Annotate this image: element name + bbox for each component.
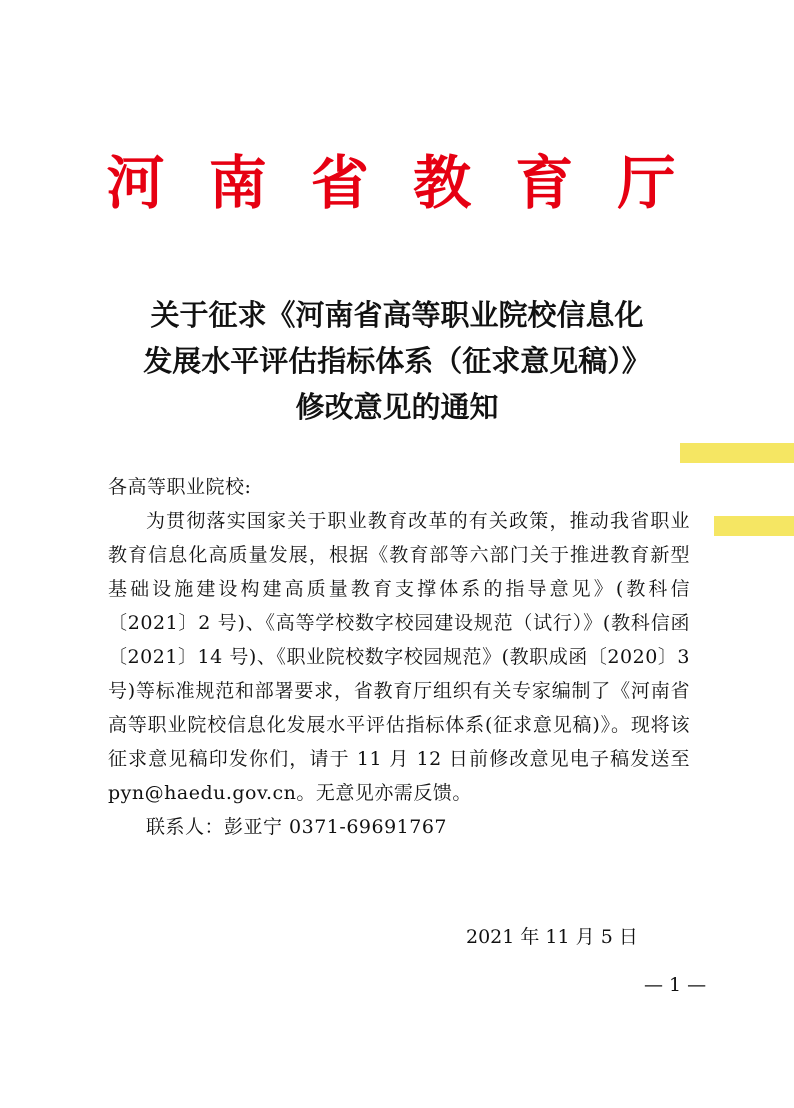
highlight-mark	[680, 443, 794, 463]
page-number: — 1 —	[644, 974, 707, 996]
title-line-2: 发展水平评估指标体系（征求意见稿）》	[143, 344, 651, 378]
document-title	[0, 292, 794, 430]
title-line-1: 关于征求《河南省高等职业院校信息化	[150, 298, 644, 332]
salutation: 各高等职业院校:	[108, 476, 252, 498]
body-paragraph: 为贯彻落实国家关于职业教育改革的有关政策，推动我省职业教育信息化高质量发展，根据《教育部等六部门关于推进教育新型基础设施建设构建高质量教育支撑体系的指导意见》(教科信〔2021〕2 号)、《高等学校数字校园建设规范（试行）》(教科信函〔2021〕14 号)、《职业院校数字校园规范》(教职成函〔2020〕3 号)等标准规范和部署要求，省教育厅组织有关专家编制了《河南省高等职业院校信息化发展水平评估指标体系(征求意见稿)》。现将该征求意见稿印发你们，请于 11 月 12 日前修改意见电子稿发送至 pyn@haedu.gov.cn。无意见亦需反馈。	[108, 510, 690, 804]
title-line-3: 修改意见的通知	[295, 390, 499, 424]
issue-date: 2021 年 11 月 5 日	[466, 926, 638, 948]
highlight-mark	[714, 516, 794, 536]
contact-line: 联系人：彭亚宁 0371-69691767	[146, 816, 448, 838]
document-body	[108, 470, 690, 844]
masthead: 河 南 省 教 育 厅	[106, 149, 688, 217]
